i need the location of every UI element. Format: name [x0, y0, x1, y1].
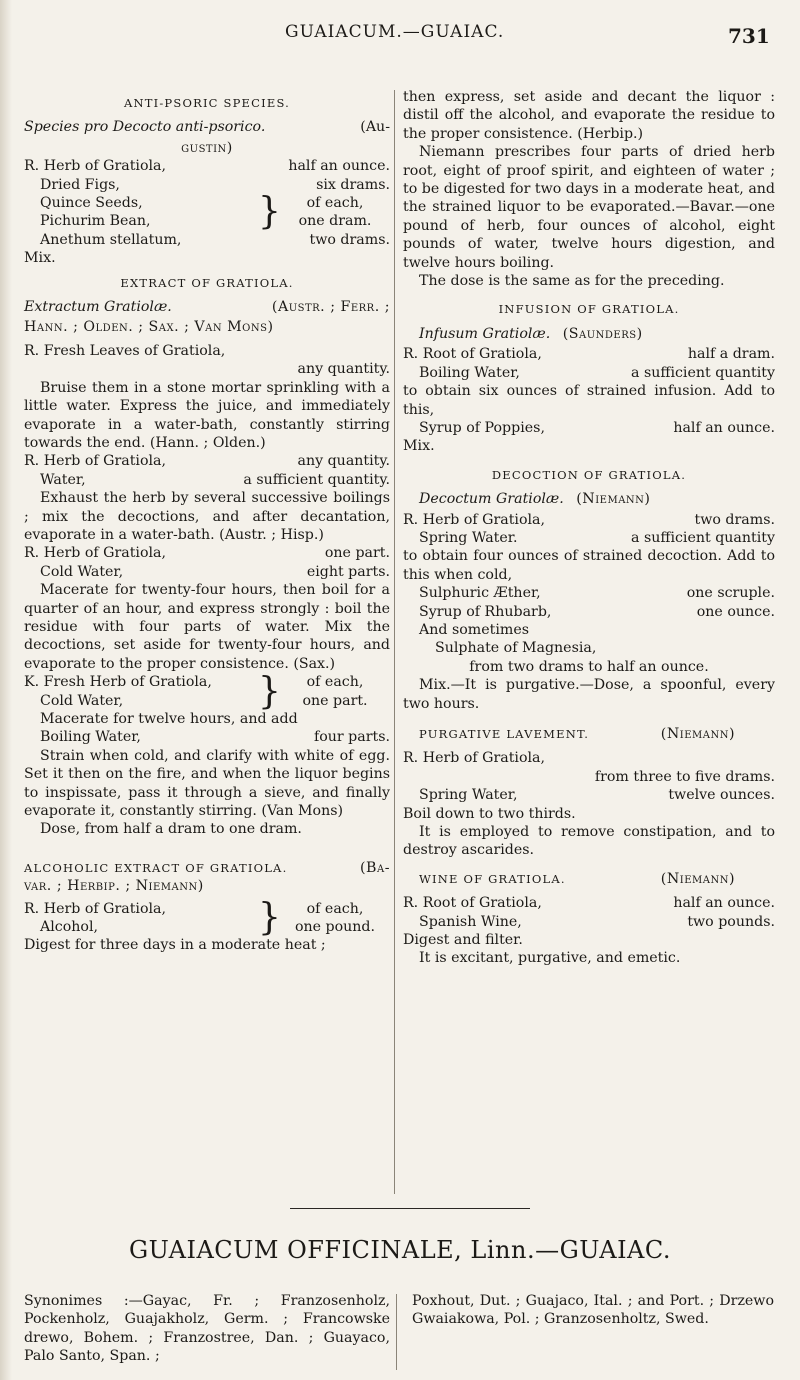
column-divider: [394, 90, 395, 1194]
paragraph: Digest and filter.: [403, 932, 523, 949]
ingredient-group: [24, 190, 390, 234]
ingredient: R. Herb of Gratiola,: [24, 545, 167, 562]
ingredient: R. Herb of Gratiola,: [24, 900, 167, 917]
authority: (Ba-: [360, 859, 390, 876]
ingredient-row: [403, 419, 775, 437]
ingredient-row: [24, 471, 390, 489]
paragraph: The dose is the same as for the preceding.: [419, 273, 725, 290]
amount: from three to five drams.: [594, 768, 775, 785]
paragraph: Bruise them in a stone mortar sprinkling with a little water. Express the juice, and immediately evaporate in a water-bath, constantly stirring towards the end. (Hann. ; Olden.): [24, 379, 390, 451]
ingredient: R. Herb of Gratiola,: [403, 511, 546, 528]
ingredient-row: [24, 452, 390, 470]
section-heading-row: [403, 870, 775, 888]
authority-cont: var. ; Herbip. ; Niemann): [24, 878, 204, 895]
ingredient-row: [403, 894, 775, 912]
page-number: 731: [728, 24, 770, 48]
authority: (Saunders): [562, 325, 643, 342]
ingredient: Spring Water,: [419, 787, 518, 804]
amount: eight parts.: [306, 563, 390, 580]
ingredient-row: [403, 364, 775, 382]
amount: half an ounce.: [673, 895, 775, 912]
ingredient-group: [24, 896, 390, 940]
paragraph: It is employed to remove constipation, and to destroy ascarides.: [403, 824, 775, 859]
left-column: [24, 88, 390, 955]
amount: any quantity.: [297, 361, 390, 378]
authority-cont: Hann. ; Olden. ; Sax. ; Van Mons): [24, 319, 274, 336]
amount: two drams.: [694, 511, 775, 528]
synonyms-left: [24, 1292, 390, 1366]
ingredient-row: [24, 157, 390, 175]
ingredient: Cold Water,: [40, 692, 124, 709]
ingredient: Quince Seeds,: [40, 195, 143, 212]
ingredient-group: [24, 669, 390, 713]
ingredient-row: [403, 786, 775, 804]
recipe-title: [24, 298, 390, 316]
latin-title: Decoctum Gratiolæ.: [419, 491, 564, 508]
right-column: [403, 88, 775, 968]
amount: one part.: [302, 692, 368, 709]
ingredient-row: [403, 511, 775, 529]
ingredient-row: [403, 913, 775, 931]
section-heading-row: [403, 725, 775, 743]
section-heading: EXTRACT OF GRATIOLA.: [120, 275, 294, 290]
paragraph: Dose, from half a dram to one dram.: [40, 821, 302, 838]
section-heading: WINE OF GRATIOLA.: [419, 871, 566, 886]
amount: of each,: [306, 195, 364, 212]
authority: (Niemann): [660, 726, 735, 742]
paragraph: It is excitant, purgative, and emetic.: [419, 950, 681, 967]
paragraph: And sometimes: [419, 621, 530, 638]
section-heading: INFUSION OF GRATIOLA.: [498, 302, 680, 317]
latin-title: Infusum Gratiolæ.: [419, 325, 551, 342]
amount: one scruple.: [686, 585, 775, 602]
ingredient: R. Fresh Leaves of Gratiola,: [24, 342, 226, 359]
paragraph: Exhaust the herb by several successive boilings ; mix the decoctions, and after decantation, evaporate in a water-bath. (Austr. ; Hisp.): [24, 490, 390, 543]
amount: one part.: [324, 545, 390, 562]
ingredient: R. Herb of Gratiola,: [24, 158, 167, 175]
brace-glyph: }: [258, 669, 281, 713]
paragraph: Synonimes :—Gayac, Fr. ; Franzosenholz, Pockenholz, Guajakholz, Germ. ; Francowske drewo, Bohem. ; Franzostree, Dan. ; Guayaco, Palo Santo, Span. ;: [24, 1293, 390, 1365]
amount: a sufficient quantity: [630, 364, 775, 381]
ingredient: Boiling Water,: [40, 729, 141, 746]
section-heading: ALCOHOLIC EXTRACT OF GRATIOLA.: [24, 860, 288, 875]
ingredient: Spring Water.: [419, 529, 518, 546]
running-head: GUAIACUM.—GUAIAC.: [285, 22, 505, 42]
page-header: [0, 22, 800, 52]
amount: two pounds.: [687, 913, 775, 930]
section-rule: [290, 1208, 530, 1209]
paragraph: Mix.—It is purgative.—Dose, a spoonful, every two hours.: [403, 677, 775, 712]
section-heading: ANTI-PSORIC SPECIES.: [123, 96, 291, 110]
amount: a sufficient quantity.: [243, 471, 390, 488]
paragraph: Macerate for twenty-four hours, then boil for a quarter of an hour, and express strongly : boil the residue with four parts of water. Mix the decoctions, set aside for twenty-four hours, and evaporate to the proper consistence. (Sax.): [24, 582, 390, 672]
ingredient: Alcohol,: [40, 919, 98, 936]
ingredient-row: [403, 529, 775, 547]
amount: two drams.: [309, 231, 390, 248]
latin-title: Species pro Decocto anti-psorico.: [24, 119, 266, 136]
ingredient: K. Fresh Herb of Gratiola,: [24, 674, 212, 691]
amount: one pound.: [294, 919, 376, 936]
ingredient: Sulphate of Magnesia,: [435, 640, 597, 657]
amount: one ounce.: [696, 603, 775, 620]
instruction: Mix.: [24, 250, 56, 267]
recipe-title: [403, 490, 775, 508]
ingredient-row: [24, 176, 390, 194]
paragraph: Macerate for twelve hours, and add: [40, 711, 298, 727]
authority: (Au-: [360, 119, 390, 136]
ingredient: R. Root of Gratiola,: [403, 346, 542, 363]
ingredient: Spanish Wine,: [419, 913, 522, 930]
ingredient-row: [24, 544, 390, 562]
amount: half an ounce.: [673, 419, 775, 436]
amount: any quantity.: [297, 453, 390, 470]
amount: one dram.: [298, 213, 372, 230]
ingredient-row: [403, 603, 775, 621]
paragraph: Digest for three days in a moderate heat ;: [24, 937, 326, 954]
ingredient: Syrup of Rhubarb,: [419, 603, 552, 620]
section-heading: PURGATIVE LAVEMENT.: [419, 727, 590, 741]
ingredient: R. Herb of Gratiola,: [403, 750, 546, 767]
recipe-title: [403, 325, 775, 343]
column-divider: [396, 1294, 397, 1370]
authority: (Austr. ; Ferr. ;: [271, 299, 390, 316]
latin-title: Extractum Gratiolæ.: [24, 299, 172, 316]
ingredient: Dried Figs,: [40, 176, 120, 193]
paragraph: to obtain six ounces of strained infusion. Add to this,: [403, 383, 775, 418]
amount: six drams.: [316, 176, 390, 193]
amount: of each,: [306, 674, 364, 691]
ingredient-row: [24, 563, 390, 581]
synonyms-right: [412, 1292, 774, 1329]
ingredient: R. Herb of Gratiola,: [24, 453, 167, 470]
amount: of each,: [306, 900, 364, 917]
amount: twelve ounces.: [668, 787, 775, 804]
ingredient-row: [24, 728, 390, 746]
ingredient: R. Root of Gratiola,: [403, 895, 542, 912]
paragraph: Poxhout, Dut. ; Guajaco, Ital. ; and Port. ; Drzewo Gwaiakowa, Pol. ; Granzosenholtz, Swed.: [412, 1293, 774, 1328]
section-heading-row: [24, 859, 390, 877]
section-heading: DECOCTION OF GRATIOLA.: [491, 467, 687, 482]
ingredient: Pichurim Bean,: [40, 213, 151, 230]
paragraph: Strain when cold, and clarify with white of egg. Set it then on the fire, and when the liquor begins to inspissate, pass it through a sieve, and finally evaporate it, constantly stirring. (Van Mons): [24, 747, 390, 820]
ingredient: Boiling Water,: [419, 364, 520, 381]
authority: (Niemann): [660, 870, 735, 887]
article-heading: GUAIACUM OFFICINALE, Linn.—GUAIAC.: [128, 1236, 672, 1264]
ingredient: Anethum stellatum,: [40, 231, 182, 248]
authority: (Niemann): [576, 491, 651, 508]
instruction: Mix.: [403, 438, 435, 455]
authority-cont: gustin): [181, 139, 233, 156]
ingredient: Water,: [40, 471, 86, 488]
amount: half a dram.: [687, 346, 775, 363]
ingredient-row: [24, 231, 390, 249]
ingredient-row: [403, 584, 775, 602]
paragraph: Niemann prescribes four parts of dried herb root, eight of proof spirit, and eighteen of water ; to be digested for two days in a moderate heat, and the strained liquor to be evaporated.—Bavar.—one pound of herb, four ounces of alcohol, eight pounds of water, twelve hours digestion, and twelve hours boiling.: [403, 144, 775, 271]
ingredient: Cold Water,: [40, 563, 124, 580]
ingredient: Sulphuric Æther,: [419, 585, 541, 602]
ingredient: Syrup of Poppies,: [419, 419, 545, 436]
paragraph: to obtain four ounces of strained decoction. Add to this when cold,: [403, 548, 775, 583]
brace-glyph: }: [258, 190, 281, 234]
amount: half an ounce.: [288, 158, 390, 175]
ingredient-row: [403, 345, 775, 363]
paragraph: then express, set aside and decant the liquor : distil off the alcohol, and evaporate the residue to the proper consistence. (Herbip.): [403, 89, 775, 142]
amount: four parts.: [313, 729, 390, 746]
amount: from two drams to half an ounce.: [469, 658, 709, 675]
page-gutter: [0, 0, 12, 1380]
paragraph: Boil down to two thirds.: [403, 805, 576, 822]
brace-glyph: }: [258, 896, 281, 940]
recipe-title: [24, 118, 390, 136]
amount: a sufficient quantity: [630, 529, 775, 546]
